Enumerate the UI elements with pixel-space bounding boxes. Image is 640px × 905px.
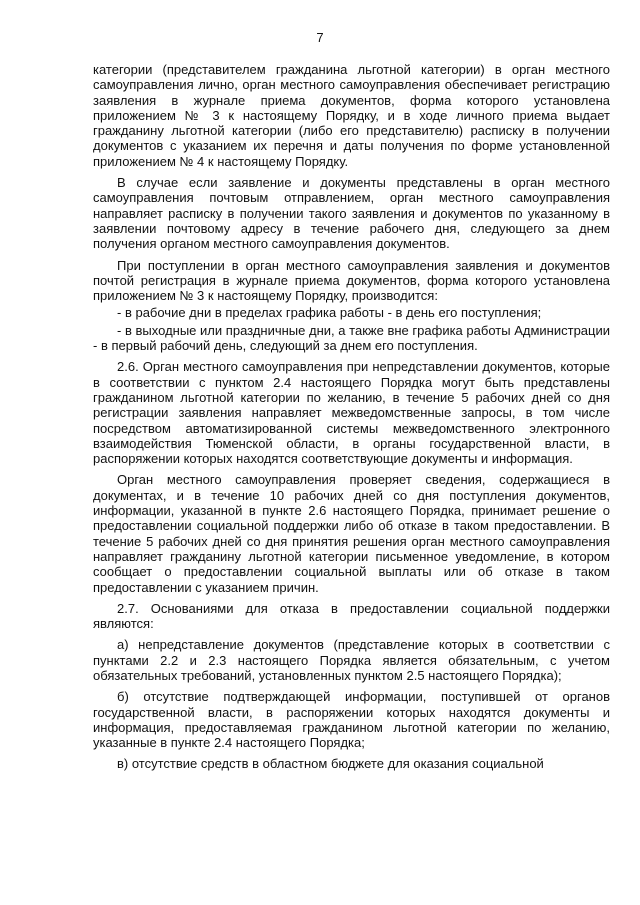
list-item-b: б) отсутствие подтверждающей информации, поступившей от органов государственной власти, в распоряжении которых находятся документы и информация, предоставляемая гражданином льготной категории по желанию, указанные в пункте 2.4 настоящего Порядка; (93, 689, 610, 751)
page-number: 7 (316, 30, 324, 45)
list-item-working-days: - в рабочие дни в пределах графика работы - в день его поступления; (117, 305, 542, 321)
paragraph-section-2-7: 2.7. Основаниями для отказа в предоставлении социальной поддержки являются: (93, 600, 610, 632)
document-body (93, 62, 610, 778)
paragraph-registration-in-person: категории (представителем гражданина льготной категории) в орган местного самоуправления лично, орган местного самоуправления обеспечивает регистрацию заявления в журнале приема документов, форма которого установлена приложением № 3 к настоящему Порядку, и в ходе личного приема выдает гражданину льготной категории (либо его представителю) расписку в получении документов с указанием их перечня и даты получения по форме установленной приложением № 4 к настоящему Порядку. (93, 62, 610, 169)
paragraph-postal-receipt: В случае если заявление и документы представлены в орган местного самоуправления почтовым отправлением, орган местного самоуправления направляет расписку в получении такого заявления и документов по указанному в заявлении почтовому адресу в течение рабочего дня, следующего за днем получения органом местного самоуправления документов. (93, 175, 610, 252)
list-item-weekend-days: - в выходные или праздничные дни, а также вне графика работы Администрации - в первый рабочий день, следующий за днем его поступления. (93, 322, 610, 354)
paragraph-decision: Орган местного самоуправления проверяет сведения, содержащиеся в документах, и в течение 10 рабочих дней со дня поступления документов, информации, указанной в пункте 2.6 настоящего Порядка, принимает решение о предоставлении социальной поддержки либо об отказе в таком предоставлении. В течение 5 рабочих дней со дня принятия решения орган местного самоуправления направляет гражданину льготной категории письменное уведомление, в котором сообщает о предоставлении социальной выплаты или об отказе в таком предоставлении с указанием причин. (93, 472, 610, 595)
list-item-c: в) отсутствие средств в областном бюджете для оказания социальной (117, 756, 544, 772)
paragraph-section-2-6: 2.6. Орган местного самоуправления при непредставлении документов, которые в соответствии с пунктом 2.4 настоящего Порядка могут быть представлены гражданином льготной категории по желанию, в течение 5 рабочих дней со дня регистрации заявления направляет межведомственные запросы, в том числе посредством автоматизированной системы межведомственного электронного взаимодействия Тюменской области, в органы государственной власти, в распоряжении которых находятся соответствующие документы и информация. (93, 359, 610, 467)
list-item-a: а) непредставление документов (представление которых в соответствии с пунктами 2.2 и 2.3 настоящего Порядка является обязательным, с учетом обязательных требований, установленных пунктом 2.5 настоящего Порядка); (93, 637, 610, 683)
paragraph-postal-registration: При поступлении в орган местного самоуправления заявления и документов почтой регистрация в журнале приема документов, форма которого установлена приложением № 3 к настоящему Порядку, производится: (93, 257, 610, 304)
